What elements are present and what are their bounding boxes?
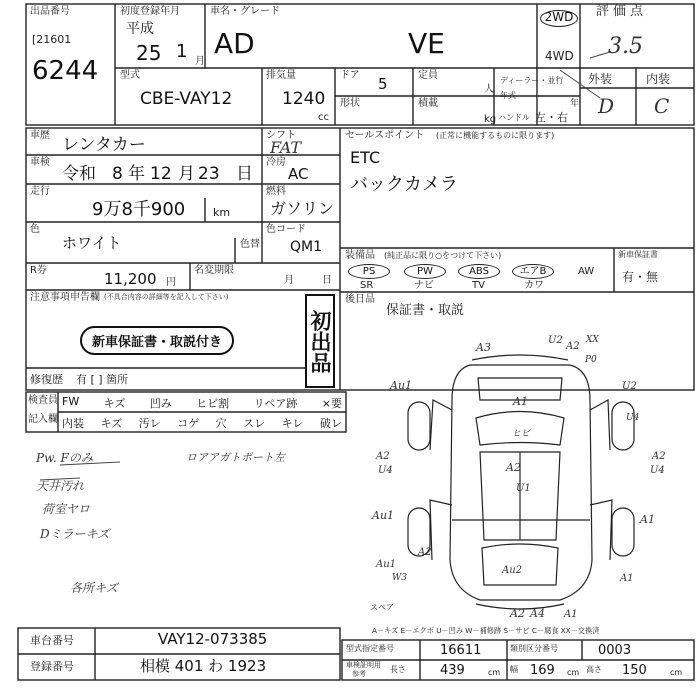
note-3: 天井汚れ: [36, 479, 85, 493]
inspector-label-1: 検査員: [28, 395, 58, 406]
inspector-row-1: [62, 395, 342, 411]
note-1: Pw. Fのみ: [36, 451, 93, 465]
damage-mark: P0: [585, 355, 597, 365]
inspector-int-dirt: 汚レ: [138, 417, 161, 430]
damage-mark: A1: [640, 513, 655, 526]
first-reg-month: 1: [176, 41, 188, 62]
ac-value: AC: [288, 165, 309, 183]
inspection-era: 令和: [62, 164, 96, 184]
car-name-label: 車名・グレード: [210, 6, 280, 17]
length-value: 439: [440, 663, 465, 678]
damage-mark: U4: [626, 413, 640, 423]
height-unit: cm: [670, 668, 683, 677]
damage-mark: Au2: [502, 565, 523, 576]
car-name-value: AD: [214, 27, 255, 60]
damage-mark: W3: [392, 573, 407, 583]
inspection-day: 23: [198, 164, 220, 184]
width-label: 幅: [510, 665, 518, 674]
dealer-year-mark: 年: [570, 99, 580, 109]
notes-label: 注意事項申告欄: [30, 292, 100, 303]
equip-tv: TV: [472, 280, 485, 291]
shift-label: シフト: [266, 130, 296, 141]
damage-mark: A2: [566, 341, 580, 352]
inspector-label-2: 記入欄: [28, 414, 58, 425]
height-value: 150: [622, 663, 647, 678]
sales-point-note: (正常に機能するものに限ります): [436, 131, 555, 140]
chassis-value: VAY12-073385: [158, 630, 268, 648]
handle-label: ハンドル: [498, 113, 530, 122]
first-listing-stamp: 初出品: [305, 294, 335, 388]
drive-4wd: 4WD: [545, 49, 574, 63]
dims-label-1: 車検証明用: [346, 661, 381, 669]
equipment-label: 装備品: [345, 250, 375, 261]
note-4: 荷室ヤロ: [42, 502, 91, 516]
inspector-int-burn: コゲ: [177, 417, 200, 430]
damage-mark: XX: [586, 335, 599, 345]
damage-mark: A2: [506, 461, 521, 474]
lot-no-value: 6244: [32, 56, 99, 86]
car-grade-value: VE: [408, 27, 445, 60]
chassis-label: 車台番号: [30, 634, 74, 647]
first-reg-month-unit: 月: [195, 56, 205, 67]
equip-pw: PW: [404, 264, 446, 279]
displacement-unit: cc: [318, 112, 329, 123]
inspection-year-unit: 年: [128, 164, 145, 184]
accessories-value: 保証書・取説: [386, 303, 465, 318]
class-code-label: 類別区分番号: [510, 644, 558, 653]
doors-label: ドア: [340, 70, 360, 81]
color-code-label: 色コード: [266, 224, 306, 235]
inspector-dent: 凹み: [149, 397, 172, 410]
damage-mark: ヒビ: [512, 429, 531, 439]
score-label: 評価点: [596, 4, 648, 19]
new-car-warranty-label: 新車保証書: [618, 250, 658, 259]
interior-label: 内装: [646, 72, 671, 86]
damage-mark: U4: [378, 465, 393, 476]
doors-value: 5: [378, 75, 388, 93]
inspector-row-2: [62, 415, 342, 431]
color-code-value: QM1: [290, 239, 323, 255]
damage-mark: A1: [513, 395, 528, 408]
shape-label: 形状: [340, 98, 360, 109]
displacement-label: 排気量: [266, 70, 296, 81]
class-code-value: 0003: [598, 643, 632, 658]
inspector-repair: リペア跡: [253, 397, 298, 410]
equip-navi: ナビ: [414, 280, 434, 291]
inspector-crack: ヒビ割: [196, 397, 230, 410]
damage-mark: A2: [376, 451, 390, 462]
repair-value: 有 [ ] 箇所: [76, 373, 129, 386]
model-value: CBE-VAY12: [140, 89, 233, 109]
plate-value: 相模 401 わ 1923: [140, 657, 267, 675]
deadline-day: 日: [322, 275, 332, 286]
exterior-label: 外装: [588, 72, 613, 86]
displacement-value: 1240: [282, 89, 326, 109]
inspector-int-hole: 穴: [215, 417, 227, 430]
inspector-fw: FW: [62, 395, 80, 408]
history-value: レンタカー: [62, 135, 146, 155]
inspection-month-unit: 月: [178, 164, 195, 184]
inspector-int-wear: スレ: [243, 417, 266, 430]
damage-mark: A4: [530, 607, 545, 620]
mileage-label: 走行: [30, 186, 50, 197]
repair-label: 修復歴: [30, 373, 63, 386]
lot-no-label: 出品番号: [30, 6, 70, 17]
equip-abs: ABS: [458, 264, 500, 279]
warranty-badge: 新車保証書・取説付き: [80, 326, 234, 355]
note-2: ロアアガトポート左: [186, 451, 285, 464]
mileage-unit: km: [213, 206, 231, 219]
damage-mark: Au1: [376, 559, 397, 570]
new-car-warranty-value: 有・無: [622, 270, 659, 284]
deadline-label: 名変期限: [194, 265, 234, 276]
first-reg-label: 初度登録年月: [120, 6, 180, 17]
inspector-int-tear: 破レ: [319, 417, 342, 430]
sales-point-item-2: バックカメラ: [350, 174, 458, 195]
damage-mark: U2: [548, 335, 563, 346]
sales-point-label: セールスポイント: [345, 130, 425, 141]
spare-tire-label: スペア: [370, 603, 394, 612]
load-unit: kg: [484, 114, 497, 125]
shift-value: FAT: [270, 138, 302, 157]
dims-label-2: 参考: [352, 670, 366, 678]
type-code-value: 16611: [440, 643, 482, 658]
damage-mark: A1: [620, 573, 634, 584]
color-label: 色: [30, 224, 40, 235]
capacity-unit: 人: [484, 84, 494, 95]
width-value: 169: [530, 663, 555, 678]
drive-2wd: 2WD: [540, 10, 578, 27]
height-label: 高さ: [586, 665, 602, 674]
damage-mark: A2: [418, 547, 432, 558]
damage-mark: A2: [652, 451, 666, 462]
interior-value: C: [654, 94, 670, 118]
inspection-day-unit: 日: [236, 164, 253, 184]
score-value: 3.5: [608, 34, 643, 59]
lot-no-sub: [21601: [32, 33, 72, 46]
mileage-value: 9万8千900: [92, 199, 186, 220]
handle-value: 左・右: [535, 111, 568, 124]
load-label: 積載: [418, 98, 438, 109]
fuel-label: 燃料: [266, 186, 286, 197]
inspector-needs: ×要: [321, 397, 342, 410]
recycle-unit: 円: [166, 277, 176, 288]
dealer-label: ディーラー・並行: [500, 76, 564, 85]
capacity-label: 定員: [418, 70, 438, 81]
recycle-value: 11,200: [104, 270, 157, 288]
color-change-label: 色替: [240, 239, 260, 250]
damage-mark: U1: [516, 483, 531, 494]
damage-mark: Au1: [390, 379, 413, 392]
equip-ps: PS: [348, 264, 390, 279]
damage-legend: A－キズ E－エクボ U－凹み W－補修跡 S－サビ C－腐食 XX－交換済: [372, 626, 600, 635]
damage-mark: A1: [564, 609, 578, 620]
first-reg-era: 平成: [126, 21, 154, 37]
inspection-label: 車検: [30, 157, 50, 168]
inspection-year: 8: [112, 164, 123, 184]
notes-sub: (不具合内容の詳細等を記入して下さい): [104, 293, 229, 301]
inspector-scratch: キズ: [103, 397, 126, 410]
deadline-month: 月: [284, 275, 294, 286]
exterior-value: D: [598, 94, 615, 118]
equip-kawa: カワ: [524, 280, 544, 291]
equip-airbag: エアB: [512, 264, 554, 279]
equip-sr: SR: [360, 280, 374, 291]
equipment-note: (純正品に限り○をつけて下さい): [384, 251, 502, 260]
damage-mark: U4: [650, 465, 665, 476]
model-label: 型式: [120, 70, 140, 81]
note-6: 各所キズ: [70, 581, 118, 595]
note-5: Dミラーキズ: [40, 527, 110, 541]
history-label: 車歴: [30, 130, 50, 141]
accessories-label: 後日品: [345, 294, 375, 305]
inspector-int-scratch: キズ: [100, 417, 123, 430]
length-label: 長さ: [390, 665, 406, 674]
damage-mark: Au1: [372, 509, 395, 522]
first-reg-year: 25: [136, 41, 162, 65]
color-value: ホワイト: [62, 234, 122, 252]
plate-label: 登録番号: [30, 660, 74, 673]
width-unit: cm: [567, 668, 580, 677]
damage-mark: A2: [510, 607, 525, 620]
ac-label: 冷房: [266, 157, 286, 168]
fuel-value: ガソリン: [270, 199, 335, 218]
type-code-label: 型式指定番号: [346, 644, 394, 653]
length-unit: cm: [488, 668, 501, 677]
sales-point-item-1: ETC: [350, 148, 381, 167]
inspection-month: 12: [150, 164, 172, 184]
dealer-year-label: 年式: [500, 91, 516, 100]
recycle-label: R券: [30, 265, 47, 276]
equip-aw: AW: [578, 266, 595, 277]
inspector-int-cut: キレ: [281, 417, 304, 430]
damage-mark: U2: [622, 381, 637, 392]
inspector-interior: 内装: [62, 417, 84, 430]
damage-mark: A3: [476, 341, 491, 354]
